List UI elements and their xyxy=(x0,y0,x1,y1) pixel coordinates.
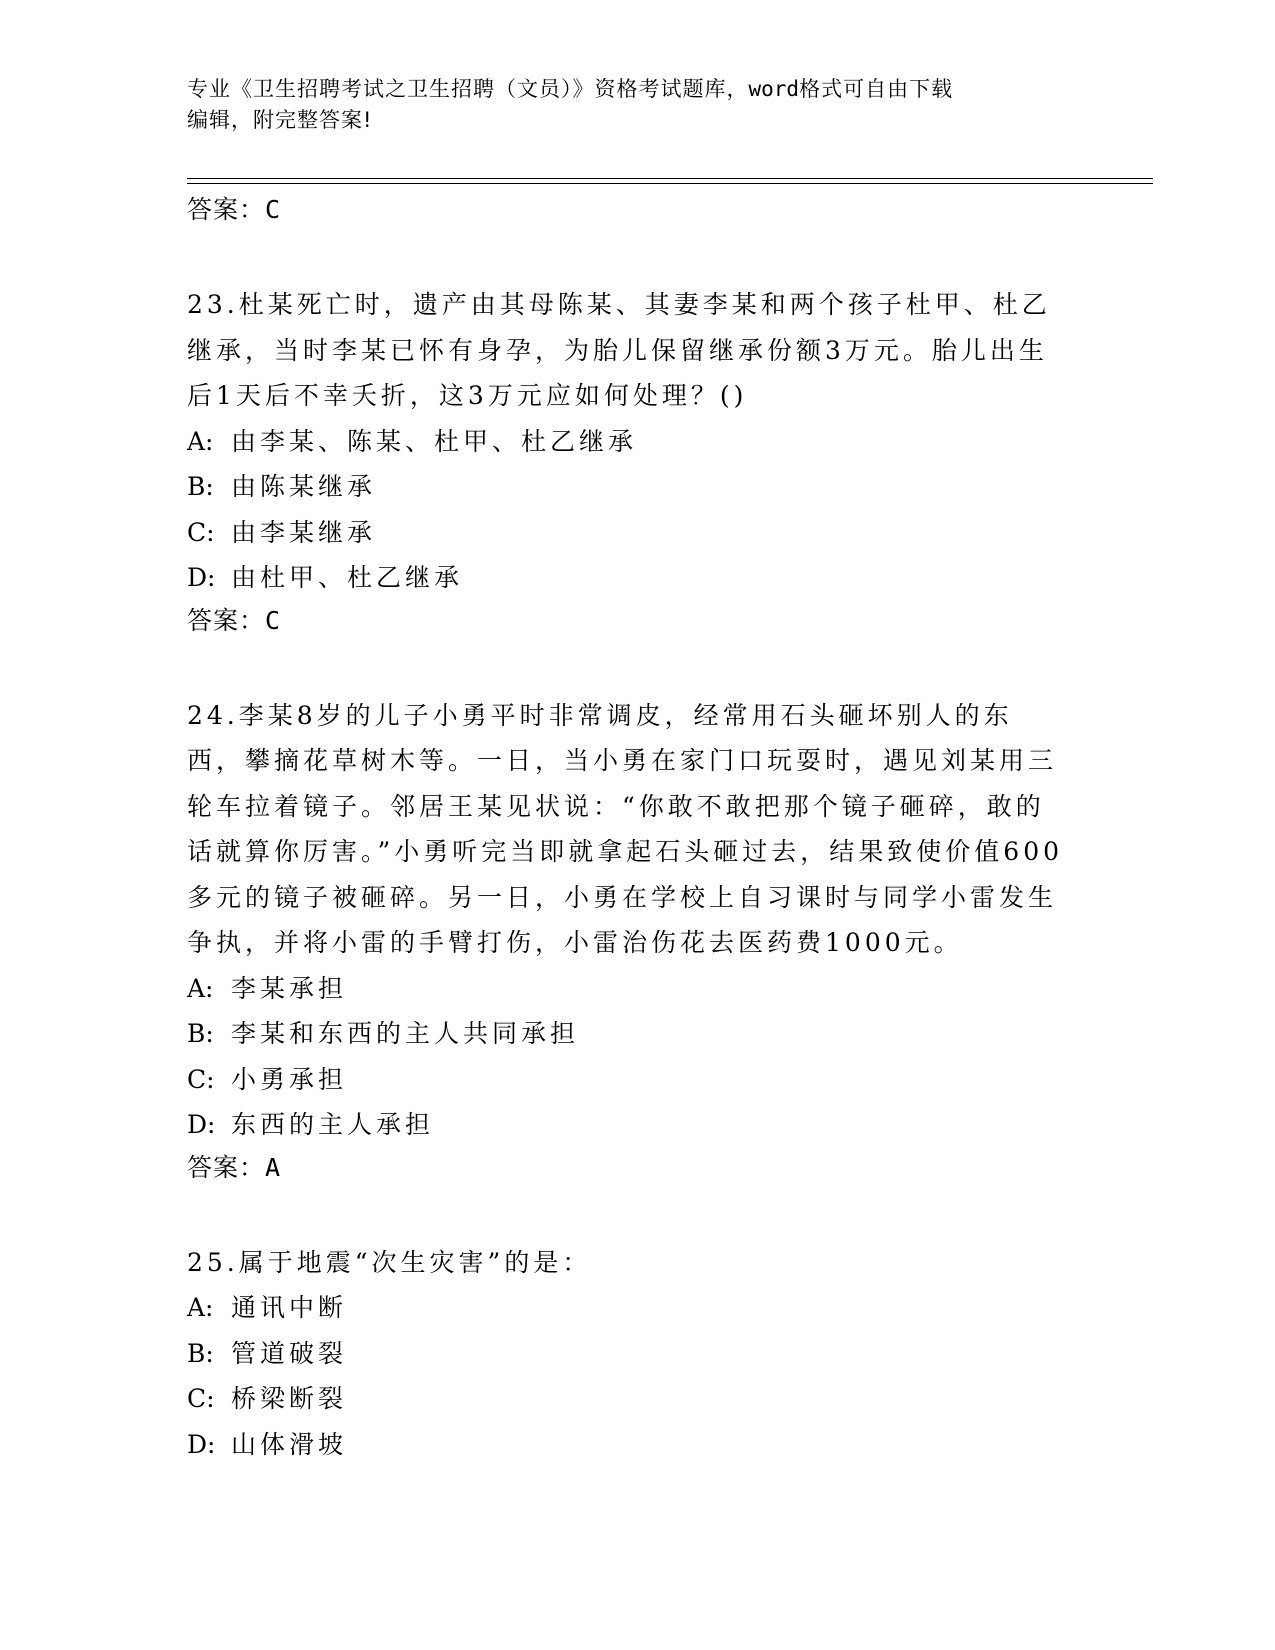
question-block-23 xyxy=(187,282,1087,641)
header-divider-bottom xyxy=(187,183,1153,184)
option-text: 桥梁断裂 xyxy=(231,1384,348,1413)
answer-label: 答案： xyxy=(187,605,266,635)
option-c xyxy=(187,1057,1087,1103)
option-d xyxy=(187,1102,1087,1148)
header-line-1-part-1: 专业《卫生招聘考试之卫生招聘（文员）》资格考试题库， xyxy=(187,77,749,101)
document-body xyxy=(187,190,1087,1467)
header-line-1-part-2: 格式可自由下载 xyxy=(799,77,954,101)
option-d xyxy=(187,555,1087,601)
option-letter: A: xyxy=(187,426,214,456)
question-block-25 xyxy=(187,1240,1087,1468)
option-a xyxy=(187,966,1087,1012)
answer-value: C xyxy=(265,605,282,635)
question-answer xyxy=(187,601,1087,641)
document-header xyxy=(187,74,1067,136)
header-line-2: 编辑，附完整答案! xyxy=(187,108,373,132)
answer-label: 答案： xyxy=(187,1152,266,1182)
spacer xyxy=(187,641,1087,693)
option-text: 山体滑坡 xyxy=(231,1429,348,1459)
option-text: 由李某继承 xyxy=(231,517,377,547)
option-b xyxy=(187,1011,1087,1057)
option-text: 李某和东西的主人共同承担 xyxy=(231,1019,580,1048)
question-text: 24.李某8岁的儿子小勇平时非常调皮，经常用石头砸坏别人的东西，攀摘花草树木等。一日，当小勇在家门口玩耍时，遇见刘某用三轮车拉着镜子。邻居王某见状说：“你敢不敢把那个镜子砸碎，敢的话就算你厉害。”小勇听完当即就拿起石头砸过去，结果致使价值600多元的镜子被砸碎。另一日，小勇在学校上自习课时与同学小雷发生争执，并将小雷的手臂打伤，小雷治伤花去医药费1000元。 xyxy=(187,700,1064,957)
answer-label: 答案： xyxy=(187,195,266,224)
option-letter: D: xyxy=(187,1429,216,1459)
header-word-term: word xyxy=(748,77,800,101)
previous-answer xyxy=(187,190,1087,230)
option-b xyxy=(187,464,1087,510)
option-text: 管道破裂 xyxy=(231,1338,348,1368)
option-c xyxy=(187,510,1087,556)
question-answer xyxy=(187,1148,1087,1188)
question-text: 23.杜某死亡时，遗产由其母陈某、其妻李某和两个孩子杜甲、杜乙继承，当时李某已怀有身孕，为胎儿保留继承份额3万元。胎儿出生后1天后不幸夭折，这3万元应如何处理？() xyxy=(187,290,1051,410)
header-line-1 xyxy=(187,74,1067,105)
answer-value: A xyxy=(265,1152,282,1182)
option-text: 通讯中断 xyxy=(231,1293,348,1322)
option-d xyxy=(187,1422,1087,1468)
option-text: 小勇承担 xyxy=(231,1064,348,1094)
question-block-24 xyxy=(187,693,1087,1188)
option-text: 李某承担 xyxy=(231,973,348,1003)
question-text: 25.属于地震“次生灾害”的是： xyxy=(187,1247,592,1277)
spacer xyxy=(187,230,1087,282)
option-letter: D: xyxy=(187,1110,216,1139)
option-letter: B: xyxy=(187,472,214,501)
option-letter: D: xyxy=(187,563,216,592)
option-letter: C: xyxy=(187,1064,215,1094)
option-letter: A: xyxy=(187,973,214,1003)
option-text: 由杜甲、杜乙继承 xyxy=(231,563,464,592)
option-b xyxy=(187,1331,1087,1377)
spacer xyxy=(187,1188,1087,1240)
header-divider-top xyxy=(187,178,1153,179)
option-a xyxy=(187,1285,1087,1331)
option-text: 由李某、陈某、杜甲、杜乙继承 xyxy=(231,426,638,456)
option-a xyxy=(187,419,1087,465)
option-c xyxy=(187,1376,1087,1422)
option-letter: A: xyxy=(187,1293,214,1322)
option-letter: B: xyxy=(187,1019,214,1048)
option-text: 东西的主人承担 xyxy=(231,1110,435,1139)
option-text: 由陈某继承 xyxy=(231,472,377,501)
option-letter: C: xyxy=(187,517,215,547)
option-letter: C: xyxy=(187,1384,215,1413)
option-letter: B: xyxy=(187,1338,214,1368)
answer-value: C xyxy=(265,195,282,224)
